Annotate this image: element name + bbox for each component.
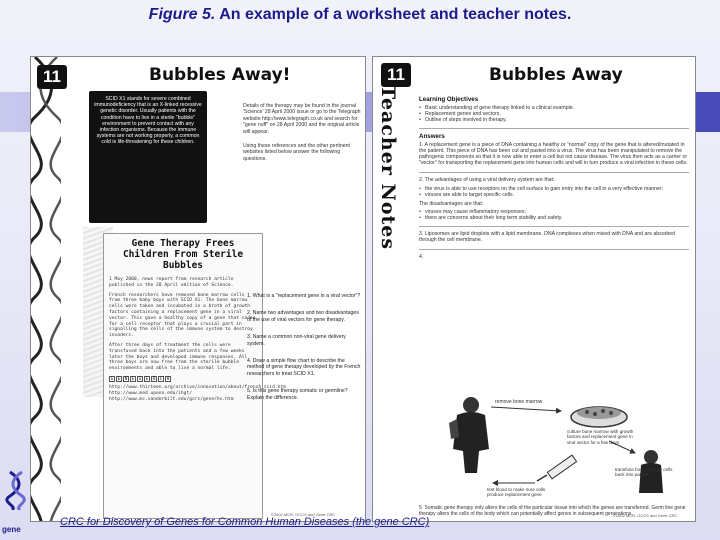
disadvantage-item: • there are concerns about their long term stability and safety. <box>419 215 689 221</box>
search-letter: E <box>131 375 135 381</box>
news-title: Gene Therapy Frees Children From Sterile Bubbles <box>122 238 244 271</box>
teacher-notes-title: Bubbles Away <box>489 65 623 85</box>
disadvantages-intro: The disadvantages are that: <box>419 201 484 208</box>
search-letter: S <box>138 375 142 381</box>
advantage-item: • the virus is able to use receptors on the cell surface to gain entry into the cell in a very effective manner; <box>419 186 689 192</box>
vertical-label-text: Teacher Notes <box>377 85 399 251</box>
syringe-icon <box>537 455 577 481</box>
search-letter: E <box>117 375 121 381</box>
news-paragraph: After three days of treatment the cells were transfused back into the patients and a few weeks later the boys and developed immune responses. All three boys are now free from the sterile bubble environments and able to live a normal life. <box>109 342 248 372</box>
answers-heading: Answers <box>419 132 445 140</box>
question: 1. What is a "replacement gene in a viral vector"? <box>247 293 361 299</box>
header-band-accent <box>696 92 720 132</box>
answer-5: 5. Somatic gene therapy only alters the cells of the particular tissue into which the genes are transferred. Germ line gene therapy alters the cells of the body which can potentially affect genes in subsequent generations. <box>419 505 686 517</box>
objective-item: • Basic understanding of gene therapy linked to a clinical example. <box>419 105 689 111</box>
worksheet-footer: ©2002 MCR, GCCS and Gene CRC <box>271 512 336 517</box>
search-letter: C <box>159 375 163 381</box>
search-letter-boxes <box>109 376 257 382</box>
instructions-paragraph: Using these references and the other pertinent websites listed below answer the following questions. <box>243 143 350 162</box>
answer-1: 1. A replacement gene is a piece of DNA containing a healthy or "normal" copy of the gene that is altered/mutated in the patient. This piece of DNA has been cut and pasted into a virus. The virus has been manipulated to remove the pathogenic components so that it is now able to enter a cell but not cause disease. The virus then acts as a carrier or "vector" for transporting the replacement gene into human cells and will in turn produce a viral infection in these cells. <box>419 141 688 167</box>
reference-link[interactable]: http://www.thirteen.org/archive/innovation/about/french_scid.htm <box>109 384 287 390</box>
diagram-label-transfuse: transfuse bone marrow cells back into patient <box>615 467 673 478</box>
question: 2. Name two advantages and two disadvantages of the use of viral vectors for gene therapy. <box>247 310 359 323</box>
teacher-notes-vertical-label <box>375 85 401 285</box>
advantage-item: • viruses are able to target specific cells. <box>419 192 689 198</box>
reference-link[interactable]: http://www.med.upenn.edu/ihgt/ <box>109 390 192 396</box>
reference-link[interactable]: http://www.mc.vanderbilt.edu/gcrc/gene/hv.htm <box>109 396 234 402</box>
teacher-notes-body <box>419 93 689 266</box>
figure-caption-text: An example of a worksheet and teacher notes. <box>215 6 572 23</box>
petri-dish-icon <box>571 407 627 427</box>
teacher-notes-page <box>372 56 696 522</box>
search-letter: N <box>124 375 128 381</box>
news-paragraph: French researchers have removed bone marrow cells from three baby boys with SCID X1. The bone marrow cells were taken and incubated in a broth of growth factors containing a replacement gene in a viral vector. This gave a healthy copy of a gene that codes for a cell receptor that plays a crucial part in signalling the cells of the immune system to destroy invaders. <box>109 292 256 339</box>
worksheet-number: 11 <box>37 65 67 89</box>
question-list <box>247 293 363 412</box>
question: 5. Is this gene therapy somatic or germline? Explain the difference. <box>247 388 348 401</box>
dna-helix-decoration <box>31 57 61 522</box>
divider <box>419 226 689 227</box>
bottom-caption-link[interactable]: CRC for Discovery of Genes for Common Human Diseases (the gene CRC) <box>60 516 430 528</box>
question: 4. Draw a simple flow chart to describe the method of gene therapy developed by the French researchers to treat SCID X1. <box>247 358 361 377</box>
diagram-label-bone-marrow: remove bone marrow <box>495 399 543 405</box>
child-figure-icon <box>449 397 489 473</box>
question: 3. Name a common non-viral gene delivery system. <box>247 334 346 347</box>
objective-item: • Outline of steps involved in therapy. <box>419 117 689 123</box>
search-letter: H <box>166 375 170 381</box>
news-clipping <box>103 233 287 519</box>
answer-3: 3. Liposomes are lipid droplets with a lipid membrane. DNA complexes when mixed with DNA and are absorbed through the cell membrane. <box>419 230 676 243</box>
answer-2-intro: 2. The advantages of using a viral delivery system are that: <box>419 177 555 184</box>
objective-item: • Replacement genes and vectors. <box>419 111 689 117</box>
divider <box>419 249 689 250</box>
logo-text: gene <box>2 525 21 534</box>
diagram-label-blood: test blood to make sure cells produce replacement gene <box>487 487 546 498</box>
gene-crc-logo <box>2 470 32 510</box>
figure-caption <box>0 6 720 24</box>
teacher-notes-number: 11 <box>381 63 411 87</box>
objectives-heading: Learning Objectives <box>419 96 479 103</box>
worksheet-page <box>30 56 366 522</box>
search-letter: G <box>110 375 114 381</box>
divider <box>419 128 689 129</box>
search-letter: R <box>152 375 156 381</box>
diagram-label-culture: culture bone marrow with growth factors and replacement gene in viral vector for a few days <box>567 429 634 445</box>
scid-info-box: SCID X1 stands for severe combined immunodeficiency that is an X-linked recessive genetic disorder. Usually patients with the condition have to live in a sterile "bubble" environment to prevent contact with any infection organisms. Because the immune systems are not working properly, a common cold is life-threatening for these children. <box>89 91 207 223</box>
news-paragraph: 1 May 2000, news report from research article published in the 28 April edition of Science. <box>109 277 234 288</box>
answer-4-label: 4. <box>419 254 424 261</box>
figure-label: Figure 5. <box>148 6 216 23</box>
disadvantage-item: • viruses may cause inflammatory responses; <box>419 209 689 215</box>
search-letter: E <box>145 375 149 381</box>
details-text <box>243 103 361 162</box>
teacher-notes-footer: ©2002 MCR, GCCS and Gene CRC <box>613 513 678 518</box>
worksheet-title: Bubbles Away! <box>149 65 291 85</box>
divider <box>419 172 689 173</box>
details-paragraph: Details of the therapy may be found in the journal 'Science' 28 April 2000 issue or go to the Telegraph website http://www.telegraph.co.uk and search for "gene nuff" on 28 April 2000 and the original article will appear. <box>243 103 361 135</box>
gene-therapy-flow-diagram <box>419 393 689 505</box>
